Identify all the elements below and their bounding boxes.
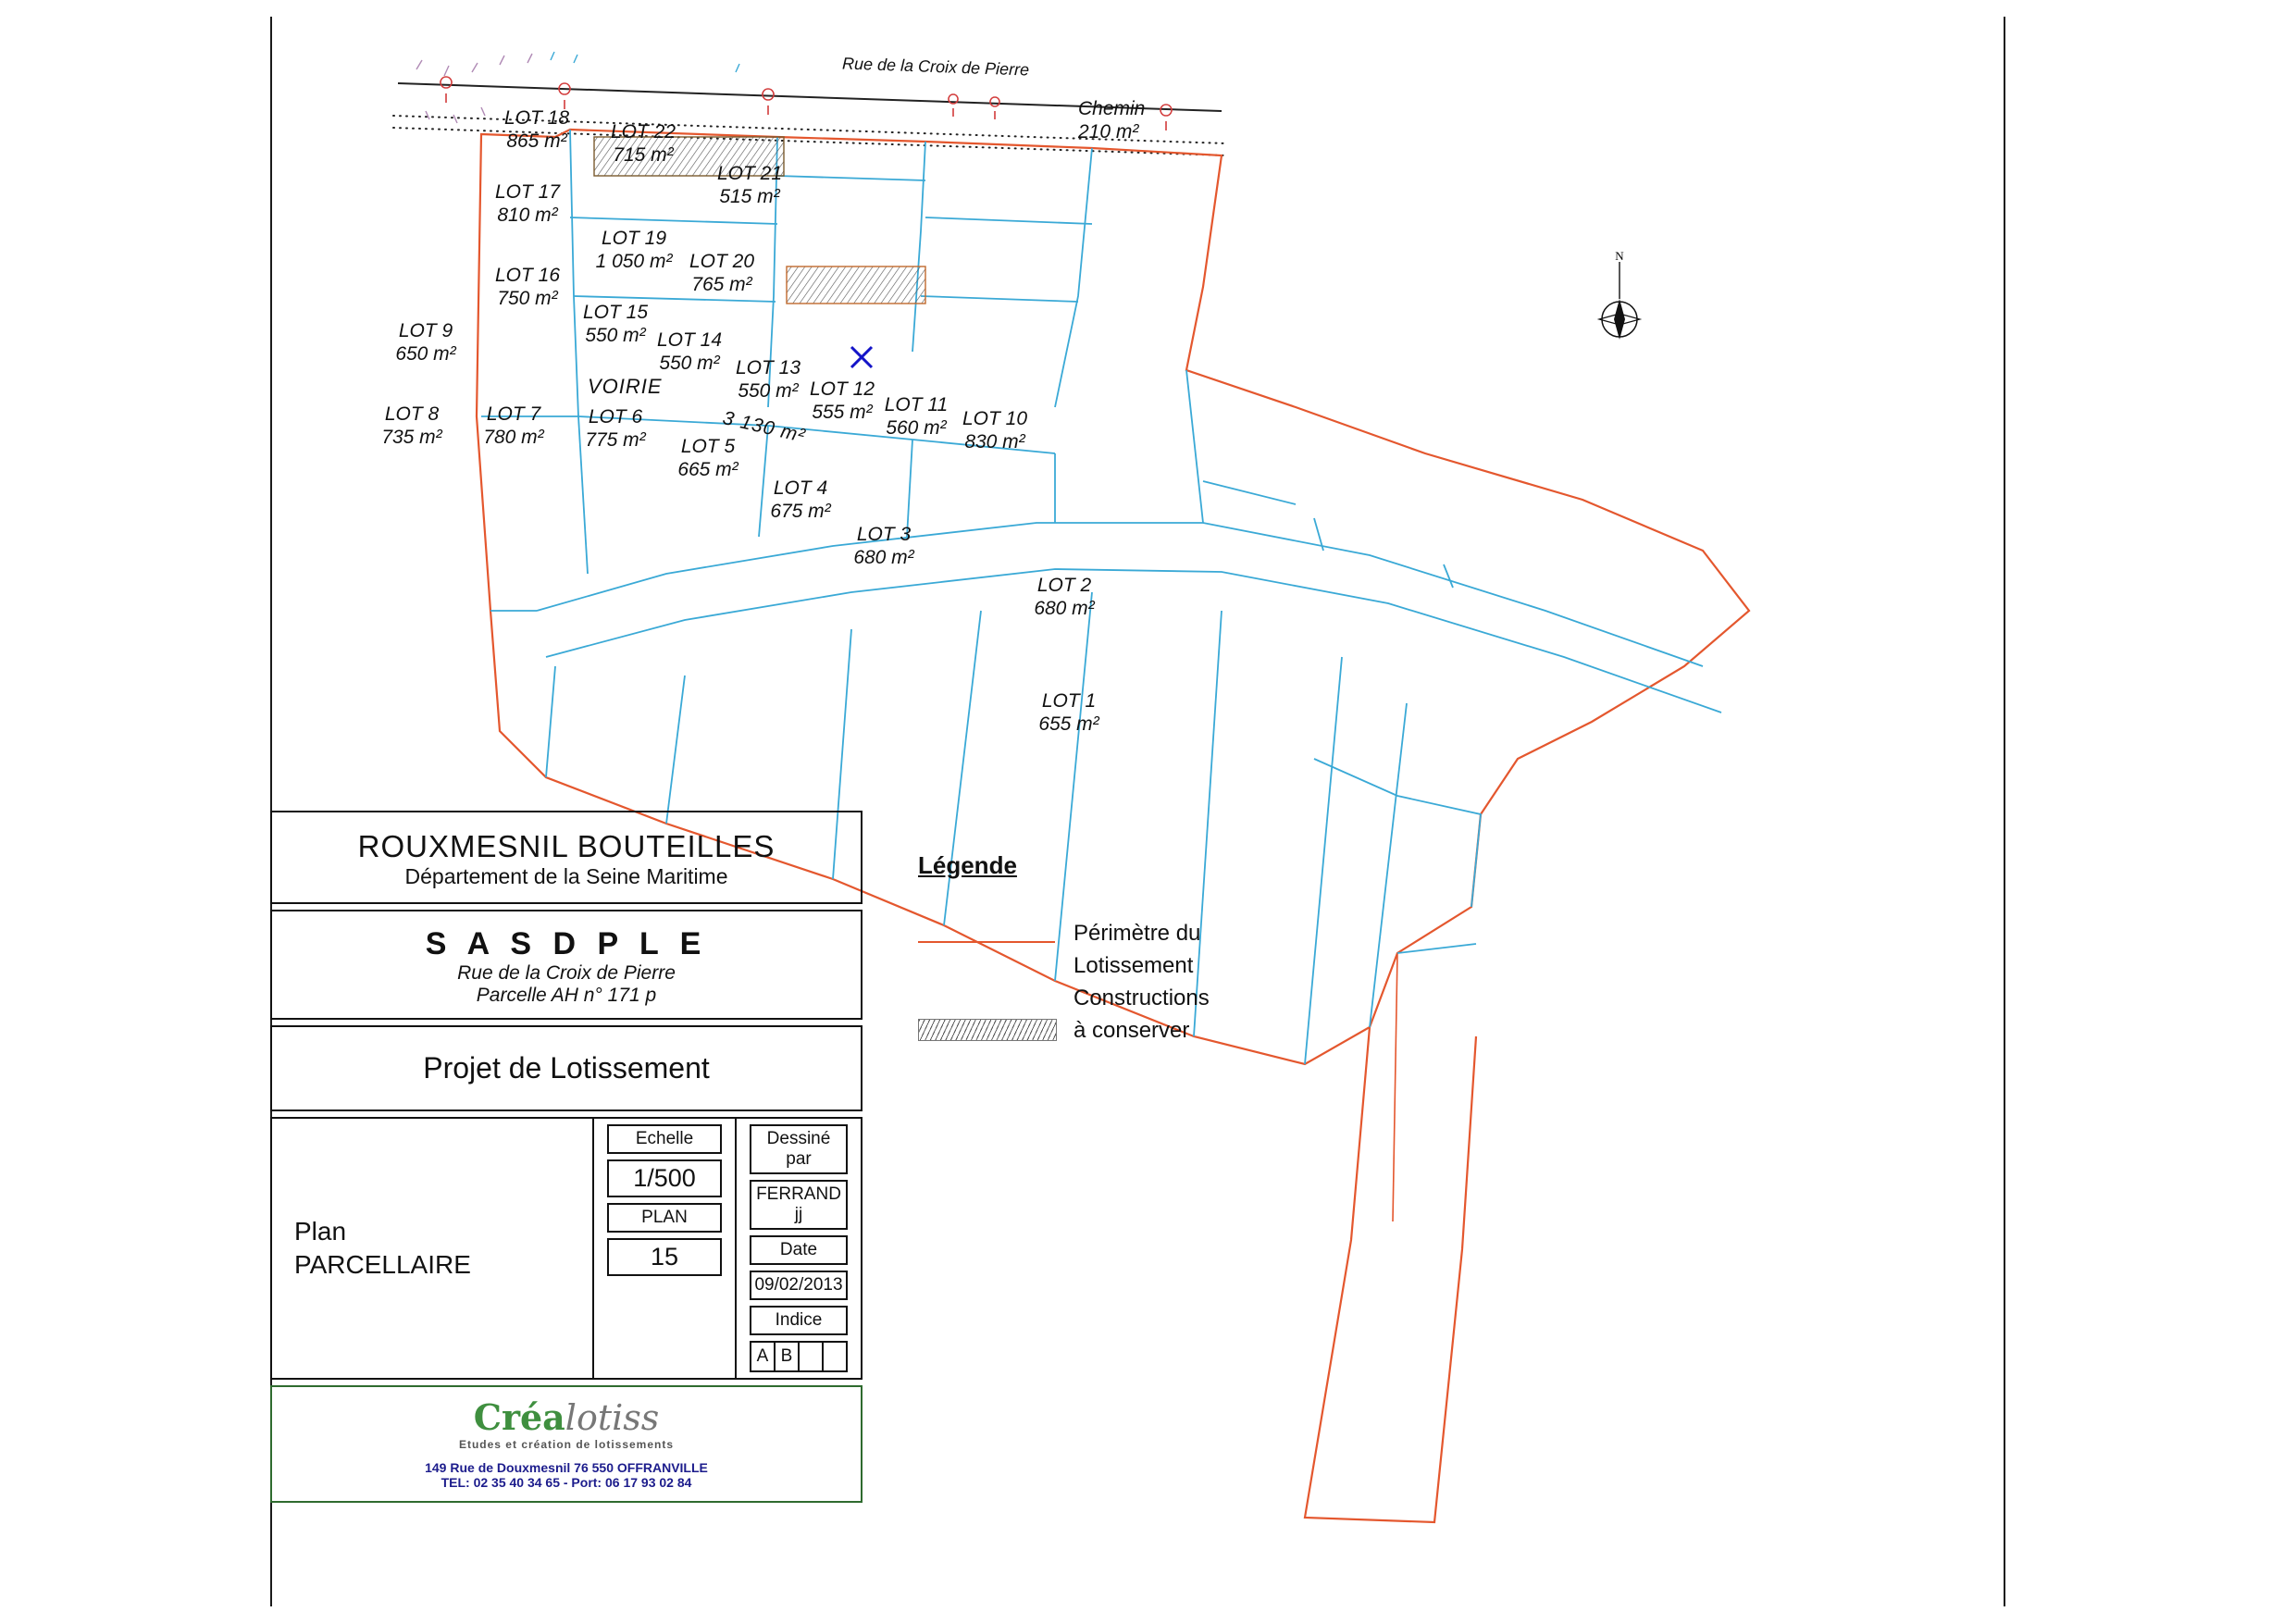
lot-16-id: LOT 16 [494, 265, 561, 286]
lot-8-id: LOT 8 [384, 403, 440, 425]
lot-17-area: 810 m² [497, 205, 558, 226]
commune-name: ROUXMESNIL BOUTEILLES [357, 829, 776, 863]
lot-9-area: 650 m² [395, 343, 456, 365]
plan-info-grid [270, 1117, 863, 1380]
lot-12-id: LOT 12 [809, 378, 875, 400]
lot-20-id: LOT 20 [689, 251, 755, 272]
lot-label-4[interactable] [736, 477, 865, 523]
lot-1-id: LOT 1 [1041, 690, 1097, 712]
lot-label-22[interactable] [578, 120, 708, 167]
lot-21-area: 515 m² [719, 186, 780, 207]
parcelle-ref: Parcelle AH n° 171 p [476, 985, 657, 1006]
lot-17-id: LOT 17 [494, 181, 561, 203]
legend-text-block [1074, 917, 1210, 1047]
indice-c[interactable] [800, 1343, 824, 1370]
lot-14-id: LOT 14 [656, 329, 723, 351]
lot-6-id: LOT 6 [588, 406, 643, 428]
lot-11-area: 560 m² [886, 417, 947, 439]
lot-10-area: 830 m² [964, 431, 1025, 452]
lot-19-area: 1 050 m² [595, 251, 673, 272]
lot-label-9[interactable] [361, 319, 490, 366]
lot-5-area: 665 m² [677, 459, 738, 480]
lot-18-id: LOT 18 [503, 107, 570, 129]
legend-item-1-line2: Lotissement [1074, 953, 1194, 978]
legend-item-1-line1: Périmètre du [1074, 921, 1201, 946]
dessine-label: Dessiné par [750, 1124, 848, 1174]
company-box [270, 910, 863, 1020]
lot-1-area: 655 m² [1038, 713, 1099, 735]
lot-4-id: LOT 4 [773, 477, 828, 499]
echelle-value: 1/500 [607, 1159, 722, 1197]
commune-box [270, 811, 863, 904]
title-block [270, 811, 863, 1503]
lot-14-area: 550 m² [659, 353, 720, 374]
chemin-label [1078, 97, 1145, 143]
departement-name: Département de la Seine Maritime [404, 864, 728, 888]
lot-18-area: 865 m² [506, 130, 567, 152]
lot-21-id: LOT 21 [716, 163, 783, 184]
svg-text:N: N [1615, 249, 1624, 263]
lot-16-area: 750 m² [497, 288, 558, 309]
plan-type-cell [272, 1119, 594, 1378]
date-label: Date [750, 1235, 848, 1265]
logo-text [276, 1396, 857, 1438]
indice-a[interactable]: A [751, 1343, 776, 1370]
indice-row [750, 1341, 848, 1372]
indice-d[interactable] [824, 1343, 846, 1370]
legend-item-2-line2: à conserver [1074, 1018, 1190, 1043]
legend-title: Légende [918, 851, 1017, 879]
lot-2-area: 680 m² [1034, 598, 1095, 619]
lot-label-20[interactable] [657, 250, 787, 296]
date-value: 09/02/2013 [750, 1271, 848, 1300]
lot-9-id: LOT 9 [398, 320, 453, 341]
project-box [270, 1025, 863, 1111]
company-address: Rue de la Croix de Pierre [457, 962, 676, 984]
echelle-label: Echelle [607, 1124, 722, 1154]
indice-label: Indice [750, 1306, 848, 1335]
author-column [737, 1119, 861, 1378]
lot-label-5[interactable] [643, 435, 773, 481]
lot-20-area: 765 m² [691, 274, 752, 295]
plan-label: PLAN [607, 1203, 722, 1233]
lot-label-2[interactable] [999, 574, 1129, 620]
indice-b[interactable]: B [776, 1343, 800, 1370]
logo-address: 149 Rue de Douxmesnil 76 550 OFFRANVILLE [425, 1460, 708, 1475]
lot-4-area: 675 m² [770, 501, 831, 522]
lot-13-area: 550 m² [738, 380, 799, 402]
chemin-name: Chemin [1078, 98, 1146, 119]
legend-item-2-line1: Constructions [1074, 986, 1210, 1010]
logo-lotiss: lotiss [565, 1397, 660, 1438]
lot-13-id: LOT 13 [735, 357, 801, 378]
lot-3-area: 680 m² [853, 547, 914, 568]
lot-label-3[interactable] [819, 523, 949, 569]
company-name: S A S D P L E [425, 926, 708, 961]
lot-19-id: LOT 19 [601, 228, 667, 249]
lot-22-id: LOT 22 [610, 121, 676, 143]
dessine-value: FERRAND jj [750, 1180, 848, 1230]
lot-3-id: LOT 3 [856, 524, 912, 545]
sheet-border-right [2004, 17, 2005, 1606]
project-title: Projet de Lotissement [423, 1051, 710, 1085]
scale-column [594, 1119, 737, 1378]
lot-7-id: LOT 7 [486, 403, 541, 425]
lot-22-area: 715 m² [613, 144, 674, 166]
lot-label-10[interactable] [925, 407, 1064, 453]
logo-crea: Créa [473, 1396, 565, 1438]
legend-hatch-swatch-icon [918, 1019, 1057, 1041]
lot-12-area: 555 m² [812, 402, 873, 423]
logo-tagline: Etudes et création de lotissements [458, 1438, 675, 1451]
lot-5-id: LOT 5 [680, 436, 736, 457]
legend-perimeter-line-icon [918, 941, 1055, 943]
lot-6-area: 775 m² [585, 429, 646, 451]
plan-type-line2: PARCELLAIRE [294, 1250, 471, 1279]
street-label: Rue de la Croix de Pierre [841, 54, 1030, 80]
plan-number: 15 [607, 1238, 722, 1276]
voirie-label: VOIRIE [588, 375, 663, 398]
chemin-area: 210 m² [1078, 121, 1139, 143]
logo-phone: TEL: 02 35 40 34 65 - Port: 06 17 93 02 84 [441, 1475, 692, 1490]
lot-11-id: LOT 11 [884, 394, 949, 415]
logo-box [270, 1385, 863, 1503]
lot-label-17[interactable] [463, 180, 592, 227]
lot-2-id: LOT 2 [1036, 575, 1092, 596]
lot-7-area: 780 m² [483, 427, 544, 448]
lot-15-area: 550 m² [585, 325, 646, 346]
voirie-area: 3 130 m² [720, 407, 808, 447]
lot-label-21[interactable] [685, 162, 814, 208]
north-arrow [1587, 245, 1652, 347]
lot-8-area: 735 m² [381, 427, 442, 448]
plan-type-line1: Plan [294, 1217, 347, 1246]
legend [918, 851, 1307, 1084]
lot-label-1[interactable] [1004, 689, 1134, 736]
lot-10-id: LOT 10 [962, 408, 1028, 429]
lot-15-id: LOT 15 [582, 302, 649, 323]
